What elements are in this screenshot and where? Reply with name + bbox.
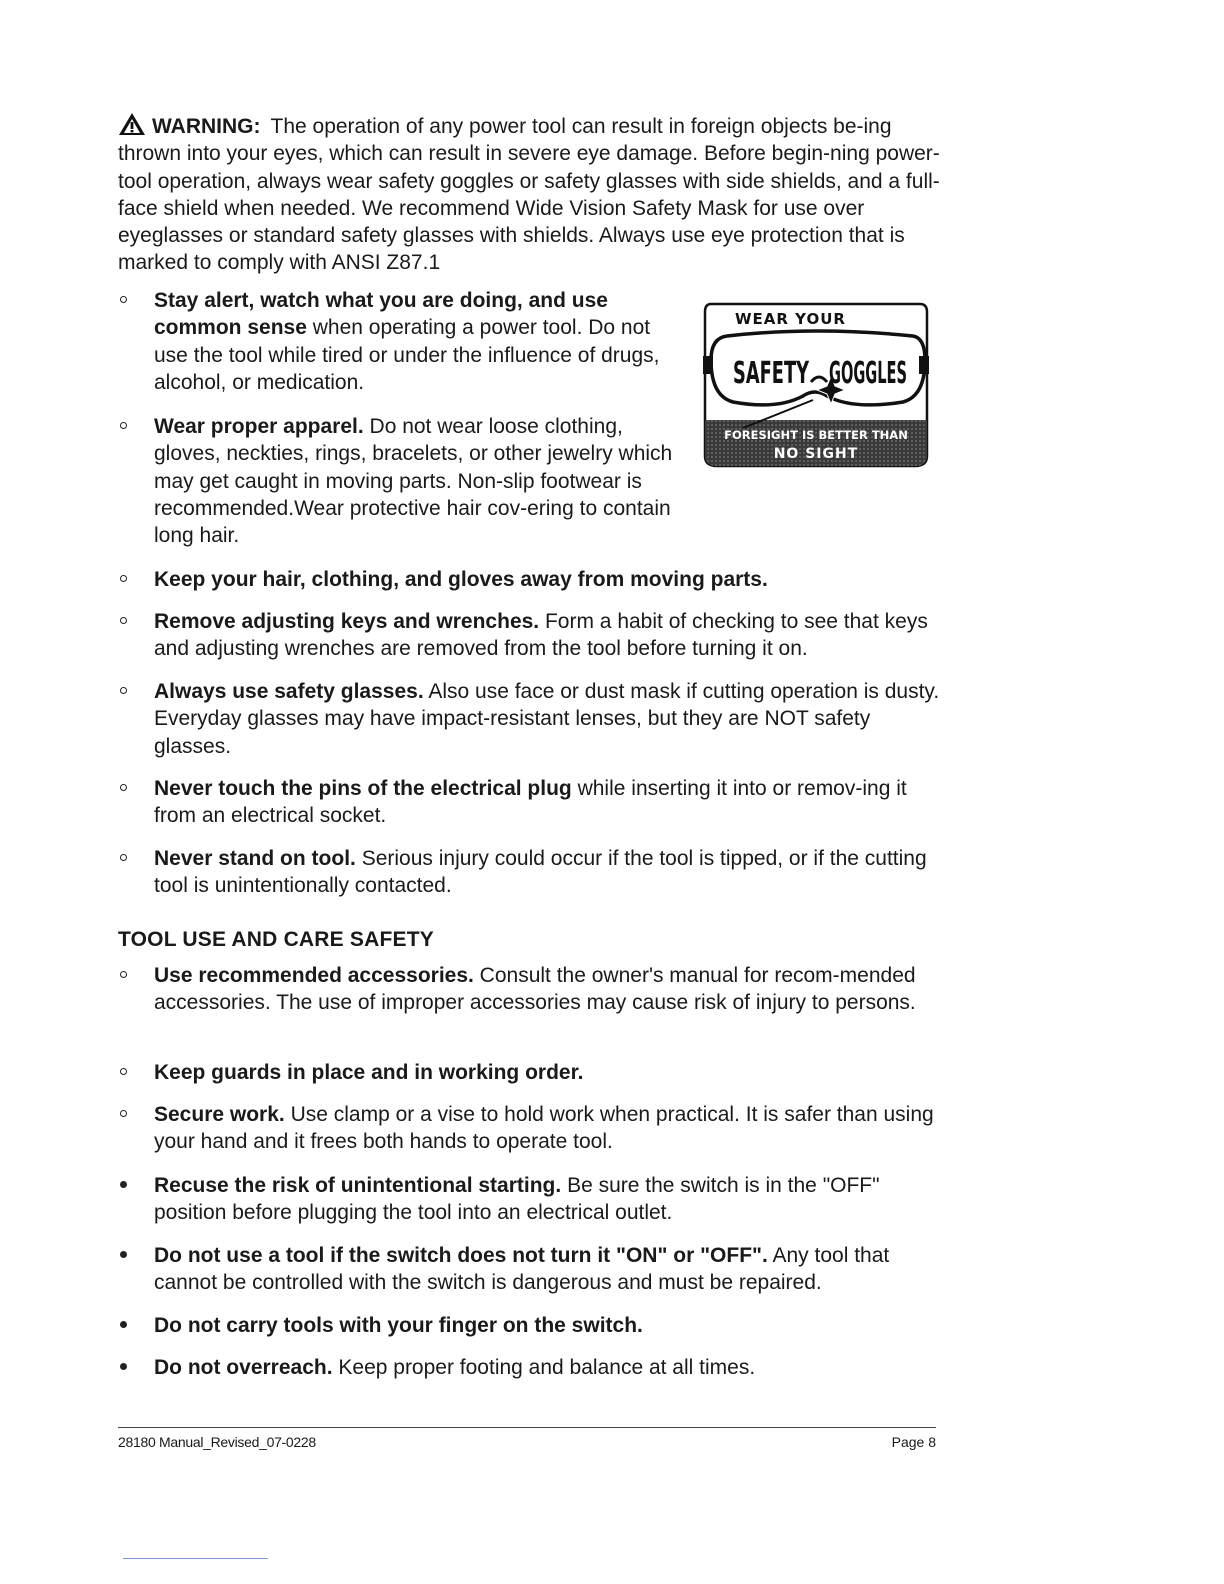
list-item: Keep your hair, clothing, and gloves away from moving parts. [154, 566, 944, 593]
list-item: Wear proper apparel. Do not wear loose clothing, gloves, neckties, rings, bracelets, or other jewelry which may get caught in moving parts. Non-slip footwear is recommended.Wear protective hair cov-ering to contain long hair. [154, 413, 679, 549]
footer-page-number: Page 8 [891, 1434, 936, 1450]
badge-top-text: WEAR YOUR [735, 310, 846, 328]
section-title: TOOL USE AND CARE SAFETY [118, 928, 434, 951]
list-item: Stay alert, watch what you are doing, and use common sense when operating a power tool. Do not use the tool while tired or under the influence of drugs, alcohol, or medication. [154, 287, 679, 396]
list-item: Never touch the pins of the electrical plug while inserting it into or remov-ing it from an electrical socket. [154, 775, 944, 830]
list-item: Recuse the risk of unintentional starting. Be sure the switch is in the "OFF" position before plugging the tool into an electrical outlet. [154, 1172, 944, 1227]
list-item: Secure work. Use clamp or a vise to hold work when practical. It is safer than using your hand and it frees both hands to operate tool. [154, 1101, 944, 1156]
bottom-divider [123, 1558, 268, 1559]
badge-bottom-text-2: NO SIGHT [773, 446, 859, 462]
list-item: Always use safety glasses. Also use face or dust mask if cutting operation is dusty. Everyday glasses may have impact-resistant lenses, but they are NOT safety glasses. [154, 678, 944, 760]
warning-label: WARNING: [152, 115, 261, 138]
list-item: Never stand on tool. Serious injury could occur if the tool is tipped, or if the cutting tool is unintentionally contacted. [154, 845, 944, 900]
list-item: Remove adjusting keys and wrenches. Form a habit of checking to see that keys and adjusting wrenches are removed from the tool before turning it on. [154, 608, 944, 663]
list-item: Do not use a tool if the switch does not turn it "ON" or "OFF". Any tool that cannot be controlled with the switch is dangerous and must be repaired. [154, 1242, 944, 1297]
list-item: Do not carry tools with your finger on the switch. [154, 1312, 944, 1339]
warning-triangle-icon [118, 112, 146, 136]
warning-paragraph [118, 112, 940, 277]
footer-divider [118, 1427, 936, 1428]
badge-bottom-text-1: FORESIGHT IS BETTER THAN [724, 428, 908, 442]
safety-goggles-badge [703, 300, 928, 468]
warning-text: The operation of any power tool can result in foreign objects be-ing thrown into your eyes, which can result in severe eye damage. Before begin-ning power-tool operation, always wear safety goggles or safety glasses with side shields, and a full-face shield when needed. We recommend Wide Vision Safety Mask for use over eyeglasses or standard safety glasses with shields. Always use eye protection that is marked to comply with ANSI Z87.1 [118, 115, 940, 275]
list-item: Do not overreach. Keep proper footing and balance at all times. [154, 1354, 944, 1381]
badge-word-safety: SAFETY [733, 356, 810, 391]
list-item: Use recommended accessories. Consult the owner's manual for recom-mended accessories. The use of improper accessories may cause risk of injury to persons. [154, 962, 944, 1017]
list-item: Keep guards in place and in working order. [154, 1059, 944, 1086]
footer-doc-id: 28180 Manual_Revised_07-0228 [118, 1434, 316, 1450]
badge-word-goggles: GOGGLES [829, 356, 907, 391]
